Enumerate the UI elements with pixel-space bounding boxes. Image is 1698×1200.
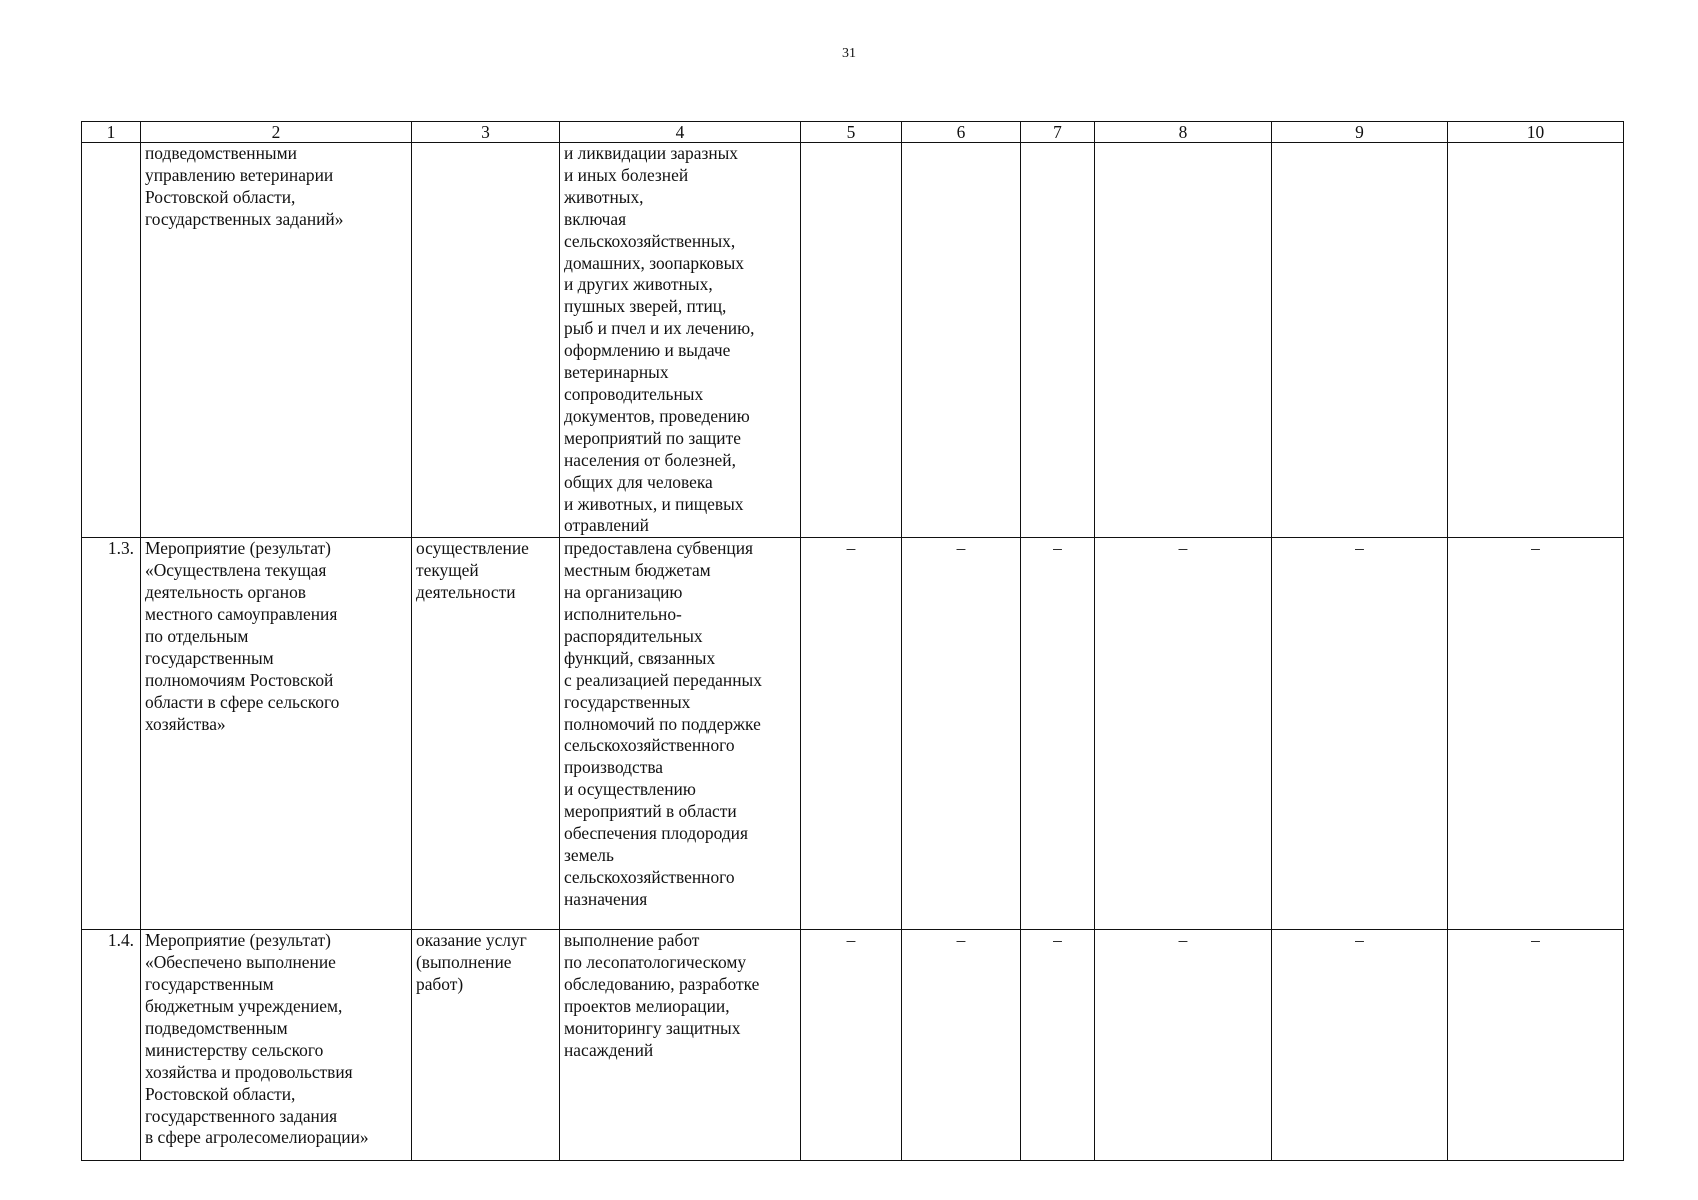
row-number: 1.4. — [82, 930, 141, 1161]
row-cell-9: – — [1272, 930, 1448, 1161]
row-name: Мероприятие (результат) «Обеспечено выполнение государственным бюджетным учреждением, подведомственным министерству сельского хозяйства и продовольствия Ростовской области, государственного задания в сфере агролесомелиорации» — [141, 930, 412, 1161]
row-cell-5: – — [801, 930, 902, 1161]
row-type: оказание услуг (выполнение работ) — [412, 930, 560, 1161]
row-cell-10 — [1448, 143, 1624, 538]
table-row — [82, 538, 1624, 930]
row-cell-9: – — [1272, 538, 1448, 930]
row-number — [82, 143, 141, 538]
page-number: 31 — [842, 46, 856, 61]
row-description: и ликвидации заразных и иных болезней животных, включая сельскохозяйственных, домашних, зоопарковых и других животных, пушных зверей, птиц, рыб и пчел и их лечению, оформлению и выдаче ветеринарных сопроводительных документов, проведению мероприятий по защите населения от болезней, общих для человека и животных, и пищевых отравлений — [560, 143, 801, 538]
row-cell-8: – — [1095, 538, 1272, 930]
row-number: 1.3. — [82, 538, 141, 930]
row-cell-7: – — [1021, 930, 1095, 1161]
column-header: 3 — [412, 122, 560, 143]
table-row — [82, 930, 1624, 1161]
row-cell-7: – — [1021, 538, 1095, 930]
row-cell-9 — [1272, 143, 1448, 538]
row-cell-10: – — [1448, 538, 1624, 930]
row-cell-10: – — [1448, 930, 1624, 1161]
row-type — [412, 143, 560, 538]
row-cell-8 — [1095, 143, 1272, 538]
column-header: 9 — [1272, 122, 1448, 143]
column-header: 7 — [1021, 122, 1095, 143]
row-cell-5: – — [801, 538, 902, 930]
row-cell-6 — [902, 143, 1021, 538]
column-header: 8 — [1095, 122, 1272, 143]
row-name: Мероприятие (результат) «Осуществлена текущая деятельность органов местного самоуправления по отдельным государственным полномочиям Ростовской области в сфере сельского хозяйства» — [141, 538, 412, 930]
column-header: 10 — [1448, 122, 1624, 143]
column-header: 6 — [902, 122, 1021, 143]
row-cell-6: – — [902, 538, 1021, 930]
row-name: подведомственными управлению ветеринарии Ростовской области, государственных заданий» — [141, 143, 412, 538]
column-header: 4 — [560, 122, 801, 143]
row-cell-6: – — [902, 930, 1021, 1161]
results-table — [81, 121, 1624, 1161]
row-cell-8: – — [1095, 930, 1272, 1161]
column-header: 5 — [801, 122, 902, 143]
column-header: 1 — [82, 122, 141, 143]
row-cell-5 — [801, 143, 902, 538]
row-type: осуществление текущей деятельности — [412, 538, 560, 930]
row-description: выполнение работ по лесопатологическому обследованию, разработке проектов мелиорации, мониторингу защитных насаждений — [560, 930, 801, 1161]
table-row — [82, 143, 1624, 538]
column-header: 2 — [141, 122, 412, 143]
table-header-row — [82, 122, 1624, 143]
row-description: предоставлена субвенция местным бюджетам на организацию исполнительно- распорядительных функций, связанных с реализацией переданных государственных полномочий по поддержке сельскохозяйственного производства и осуществлению мероприятий в области обеспечения плодородия земель сельскохозяйственного назначения — [560, 538, 801, 930]
row-cell-7 — [1021, 143, 1095, 538]
